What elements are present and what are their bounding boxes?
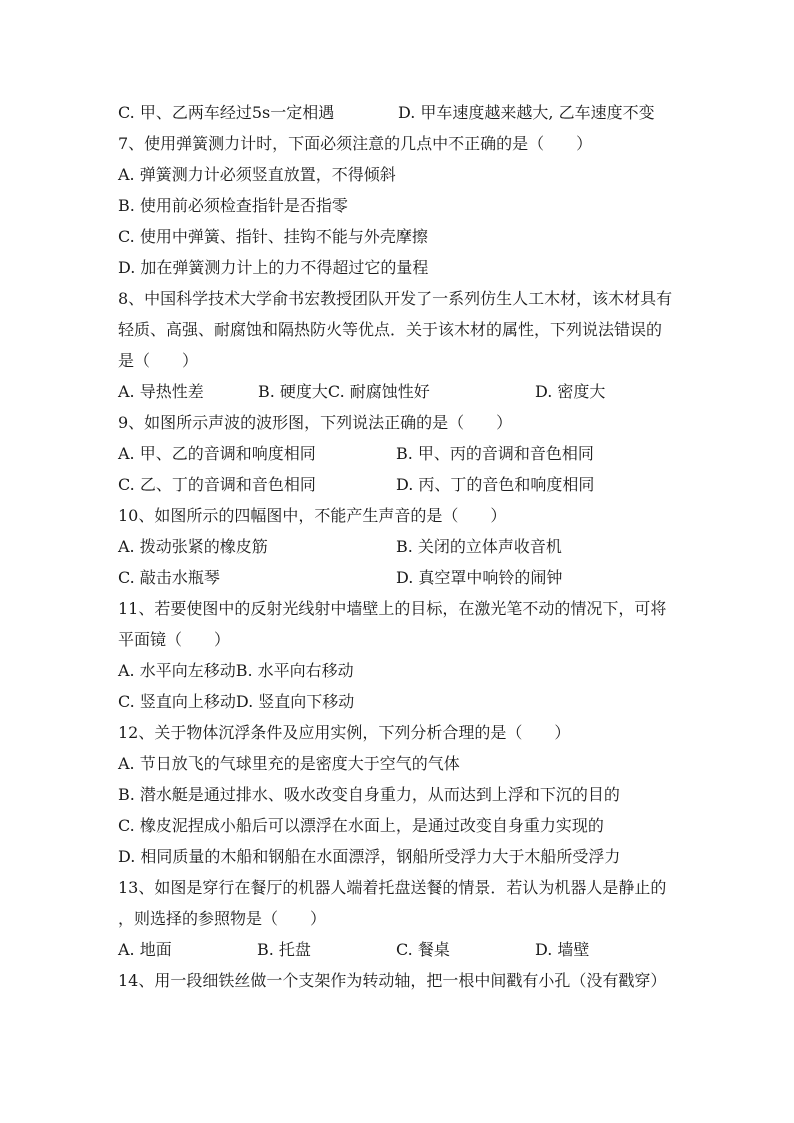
q9-stem: 9、如图所示声波的波形图，下列说法正确的是（ ）	[118, 413, 513, 432]
q13-option-d: D. 墙壁	[535, 940, 590, 959]
q9-options-ab	[118, 438, 678, 469]
q12-option-d: D. 相同质量的木船和钢船在水面漂浮，钢船所受浮力大于木船所受浮力	[118, 847, 621, 866]
q13-stem-line1: 13、如图是穿行在餐厅的机器人端着托盘送餐的情景．若认为机器人是静止的	[118, 878, 667, 897]
q11-options-cd: C. 竖直向上移动D. 竖直向下移动	[118, 692, 355, 711]
q12-option-c: C. 橡皮泥捏成小船后可以漂浮在水面上，是通过改变自身重力实现的	[118, 816, 604, 835]
q7-option-a: A. 弹簧测力计必须竖直放置，不得倾斜	[118, 165, 396, 184]
q14-stem-line1: 14、用一段细铁丝做一个支架作为转动轴，把一根中间戳有小孔（没有戳穿）	[118, 971, 667, 990]
q8-option-d: D. 密度大	[535, 382, 606, 401]
q13-option-c: C. 餐桌	[396, 940, 450, 959]
q10-options-ab	[118, 531, 678, 562]
q12-option-b: B. 潜水艇是通过排水、吸水改变自身重力，从而达到上浮和下沉的目的	[118, 785, 620, 804]
q8-stem-line1: 8、中国科学技术大学俞书宏教授团队开发了一系列仿生人工木材，该木材具有	[118, 289, 673, 308]
q9-option-d: D. 丙、丁的音色和响度相同	[396, 475, 595, 494]
q10-option-a: A. 拨动张紧的橡皮筋	[118, 537, 268, 556]
q8-stem-line3: 是（ ）	[118, 351, 199, 370]
question-list	[118, 97, 678, 996]
q12-stem: 12、关于物体沉浮条件及应用实例，下列分析合理的是（ ）	[118, 723, 571, 742]
q13-options	[118, 934, 678, 965]
q10-option-d: D. 真空罩中响铃的闹钟	[396, 568, 563, 587]
q10-option-b: B. 关闭的立体声收音机	[396, 537, 562, 556]
q7-stem: 7、使用弹簧测力计时，下面必须注意的几点中不正确的是（ ）	[118, 134, 593, 153]
q8-stem-line2: 轻质、高强、耐腐蚀和隔热防火等优点．关于该木材的属性，下列说法错误的	[118, 320, 663, 339]
q7-option-c: C. 使用中弹簧、指针、挂钩不能与外壳摩擦	[118, 227, 428, 246]
q7-option-d: D. 加在弹簧测力计上的力不得超过它的量程	[118, 258, 429, 277]
q11-stem-line1: 11、若要使图中的反射光线射中墙壁上的目标，在激光笔不动的情况下，可将	[118, 599, 667, 618]
q10-option-c: C. 敲击水瓶琴	[118, 568, 220, 587]
q11-options-ab: A. 水平向左移动B. 水平向右移动	[118, 661, 354, 680]
q6-option-d: D. 甲车速度越来越大, 乙车速度不变	[398, 103, 655, 122]
q6-options-cd	[118, 97, 678, 128]
q11-stem-line2: 平面镜（ ）	[118, 630, 231, 649]
q9-option-a: A. 甲、乙的音调和响度相同	[118, 444, 316, 463]
q9-options-cd	[118, 469, 678, 500]
q10-stem: 10、如图所示的四幅图中，不能产生声音的是（ ）	[118, 506, 507, 525]
q12-option-a: A. 节日放飞的气球里充的是密度大于空气的气体	[118, 754, 460, 773]
q10-options-cd	[118, 562, 678, 593]
q8-option-bc: B. 硬度大C. 耐腐蚀性好	[258, 382, 430, 401]
q13-stem-line2: ，则选择的参照物是（ ）	[118, 909, 327, 928]
q9-option-c: C. 乙、丁的音调和音色相同	[118, 475, 316, 494]
q9-option-b: B. 甲、丙的音调和音色相同	[396, 444, 594, 463]
q13-option-b: B. 托盘	[257, 940, 311, 959]
q6-option-c: C. 甲、乙两车经过5s一定相遇	[118, 103, 335, 122]
q8-options	[118, 376, 678, 407]
q8-option-a: A. 导热性差	[118, 382, 204, 401]
q13-option-a: A. 地面	[118, 940, 172, 959]
q7-option-b: B. 使用前必须检查指针是否指零	[118, 196, 348, 215]
